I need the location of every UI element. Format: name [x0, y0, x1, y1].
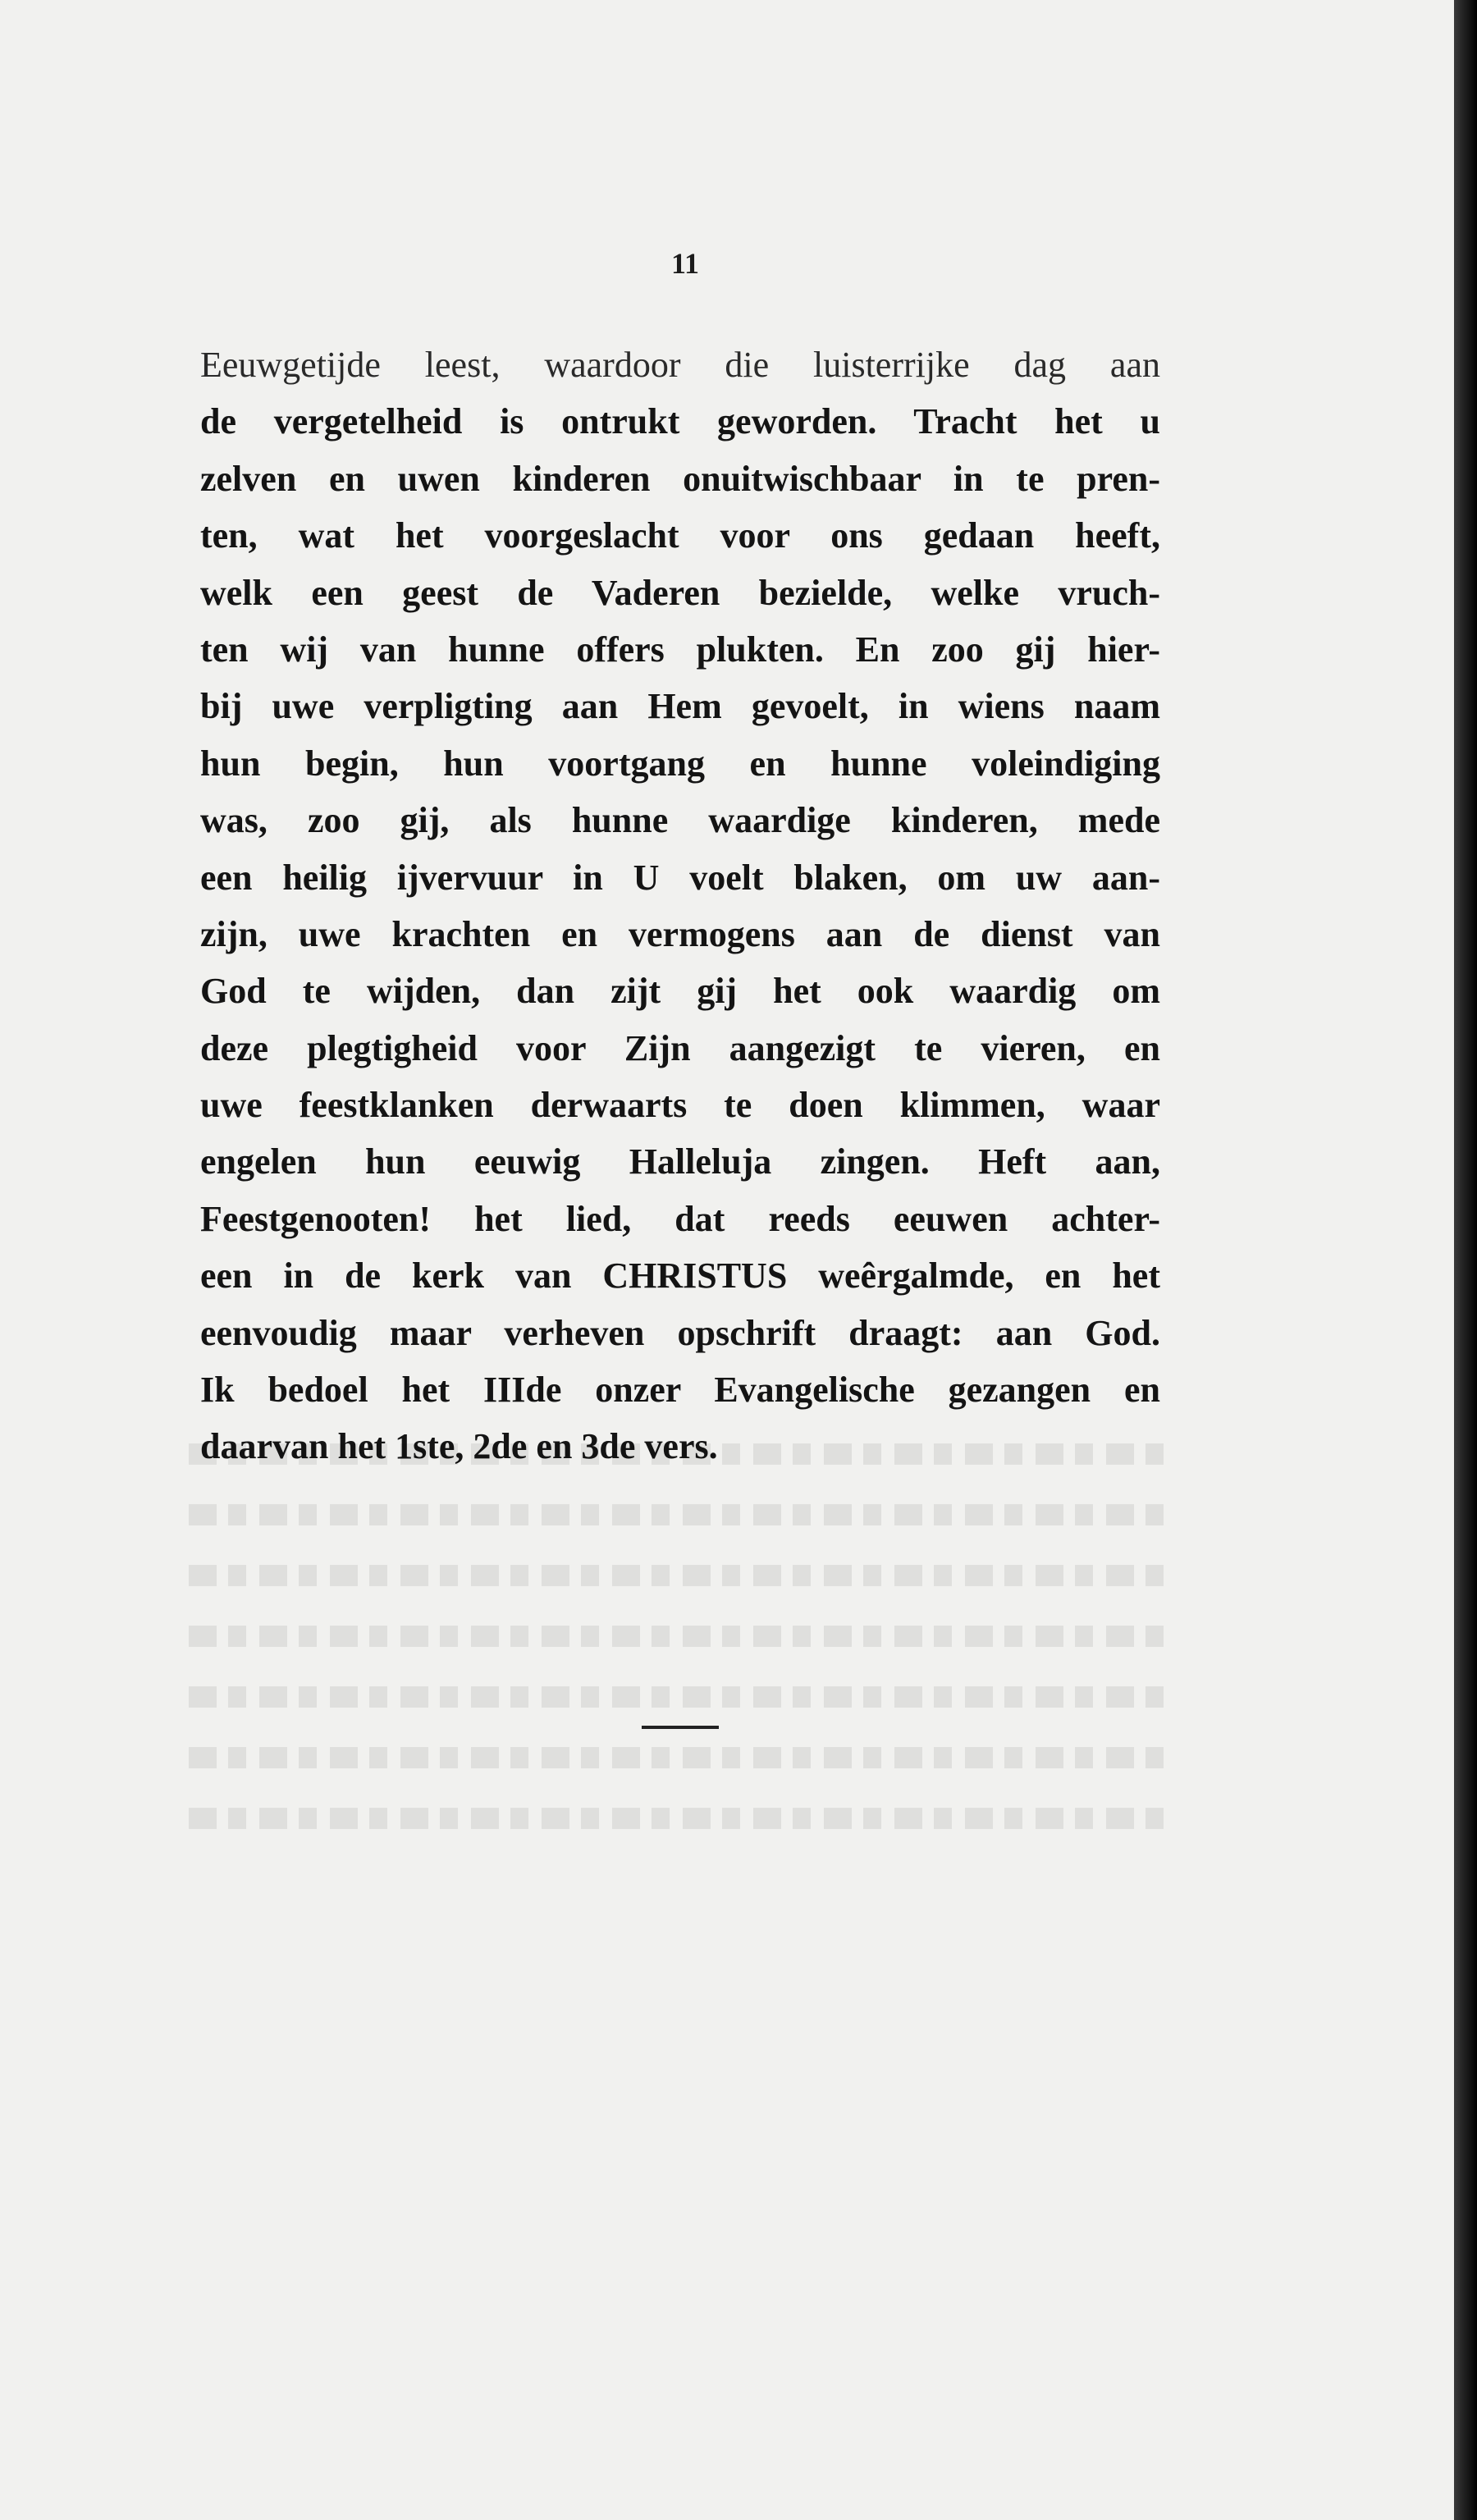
show-through-text	[189, 1424, 1165, 1850]
text-line: was, zoo gij, als hunne waardige kinderen, mede	[200, 800, 1160, 841]
text-line: ten, wat het voorgeslacht voor ons gedaan heeft,	[200, 515, 1160, 556]
text-line: een heilig ijvervuur in U voelt blaken, om uw aan-	[200, 857, 1160, 898]
text-line: een in de kerk van CHRISTUS weêrgalmde, en het	[200, 1255, 1160, 1297]
text-line: hun begin, hun voortgang en hunne voleindiging	[200, 743, 1160, 784]
body-text	[200, 336, 1160, 1475]
text-line: bij uwe verpligting aan Hem gevoelt, in wiens naam	[200, 686, 1160, 727]
text-line: daarvan het 1ste, 2de en 3de vers.	[200, 1426, 718, 1467]
text-line: deze plegtigheid voor Zijn aangezigt te vieren, en	[200, 1027, 1160, 1068]
text-line: God te wijden, dan zijt gij het ook waardig om	[200, 971, 1160, 1012]
section-divider	[642, 1726, 719, 1729]
text-line: Feestgenooten! het lied, dat reeds eeuwen achter-	[200, 1198, 1160, 1239]
text-line: engelen hun eeuwig Halleluja zingen. Heft aan,	[200, 1141, 1160, 1182]
text-line: uwe feestklanken derwaarts te doen klimmen, waar	[200, 1085, 1160, 1126]
text-line: eenvoudig maar verheven opschrift draagt: aan God.	[200, 1312, 1160, 1353]
text-line: Eeuwgetijde leest, waardoor die luisterrijke dag aan	[200, 345, 1160, 385]
text-line: de vergetelheid is ontrukt geworden. Tracht het u	[200, 401, 1160, 442]
scan-edge	[1454, 0, 1477, 2520]
page-number: 11	[671, 247, 700, 280]
text-line: Ik bedoel het IIIde onzer Evangelische gezangen en	[200, 1370, 1160, 1411]
text-line: zijn, uwe krachten en vermogens aan de dienst van	[200, 913, 1160, 954]
text-line: welk een geest de Vaderen bezielde, welke vruch-	[200, 572, 1160, 613]
text-line: zelven en uwen kinderen onuitwischbaar in te pren-	[200, 458, 1160, 499]
text-line: ten wij van hunne offers plukten. En zoo gij hier-	[200, 629, 1160, 670]
